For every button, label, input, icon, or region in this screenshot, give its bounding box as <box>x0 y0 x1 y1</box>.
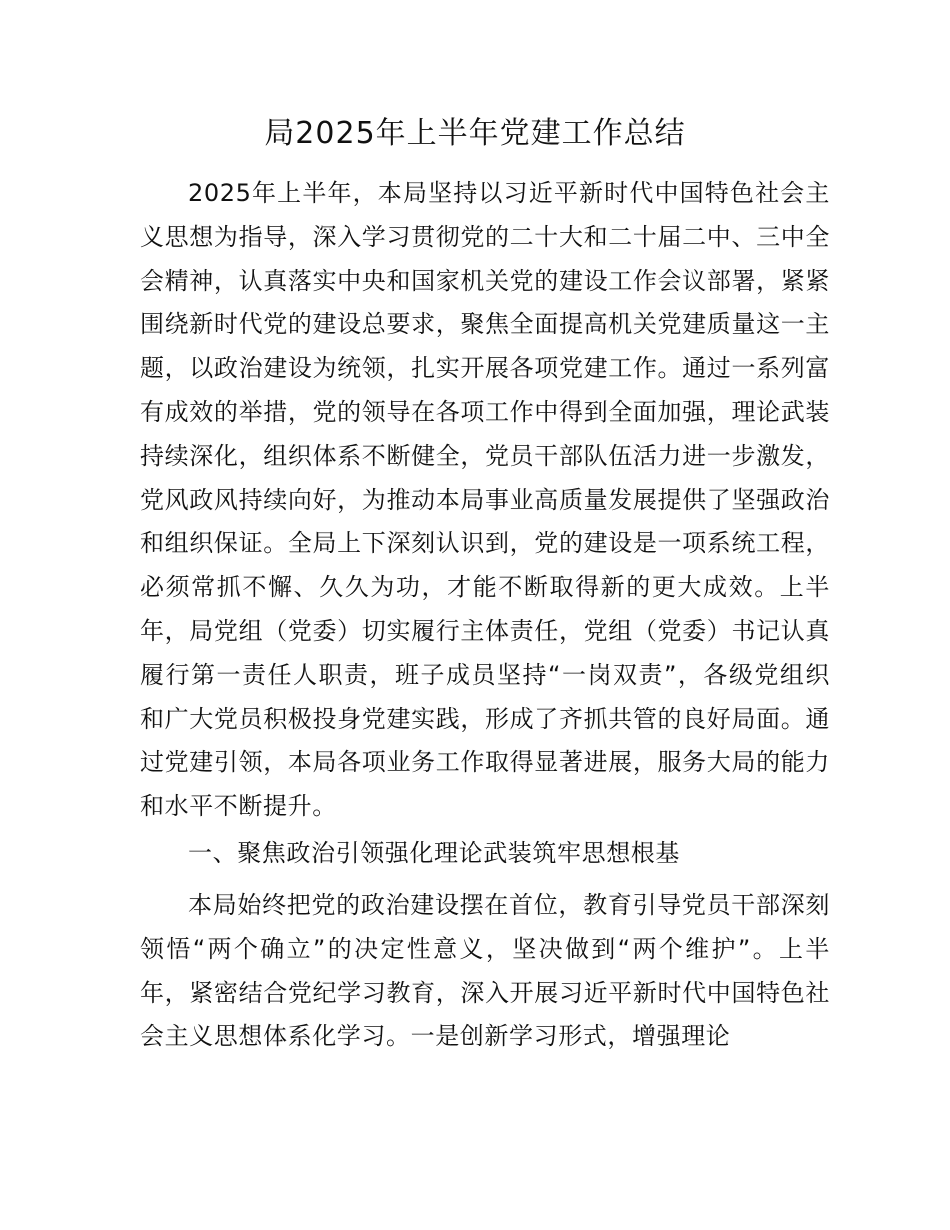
section-paragraph: 本局始终把党的政治建设摆在首位，教育引导党员干部深刻领悟“两个确立”的决定性意义，坚决做到“两个维护”。上半年，紧密结合党纪学习教育，深入开展习近平新时代中国特色社会主义思想体系化学习。一是创新学习形式，增强理论 <box>140 891 830 1051</box>
document-title: 局2025年上半年党建工作总结 <box>264 116 686 151</box>
intro-paragraph: 2025年上半年，本局坚持以习近平新时代中国特色社会主义思想为指导，深入学习贯彻党的二十大和二十届二中、三中全会精神，认真落实中央和国家机关党的建设工作会议部署，紧紧围绕新时代党的建设总要求，聚焦全面提高机关党建质量这一主题，以政治建设为统领，扎实开展各项党建工作。通过一系列富有成效的举措，党的领导在各项工作中得到全面加强，理论武装持续深化，组织体系不断健全，党员干部队伍活力进一步激发，党风政风持续向好，为推动本局事业高质量发展提供了坚强政治和组织保证。全局上下深刻认识到，党的建设是一项系统工程，必须常抓不懈、久久为功，才能不断取得新的更大成效。上半年，局党组（党委）切实履行主体责任，党组（党委）书记认真履行第一责任人职责，班子成员坚持“一岗双责”，各级党组织和广大党员积极投身党建实践，形成了齐抓共管的良好局面。通过党建引领，本局各项业务工作取得显著进展，服务大局的能力和水平不断提升。 <box>140 179 830 821</box>
section-heading: 一、聚焦政治引领强化理论武装筑牢思想根基 <box>188 839 680 867</box>
